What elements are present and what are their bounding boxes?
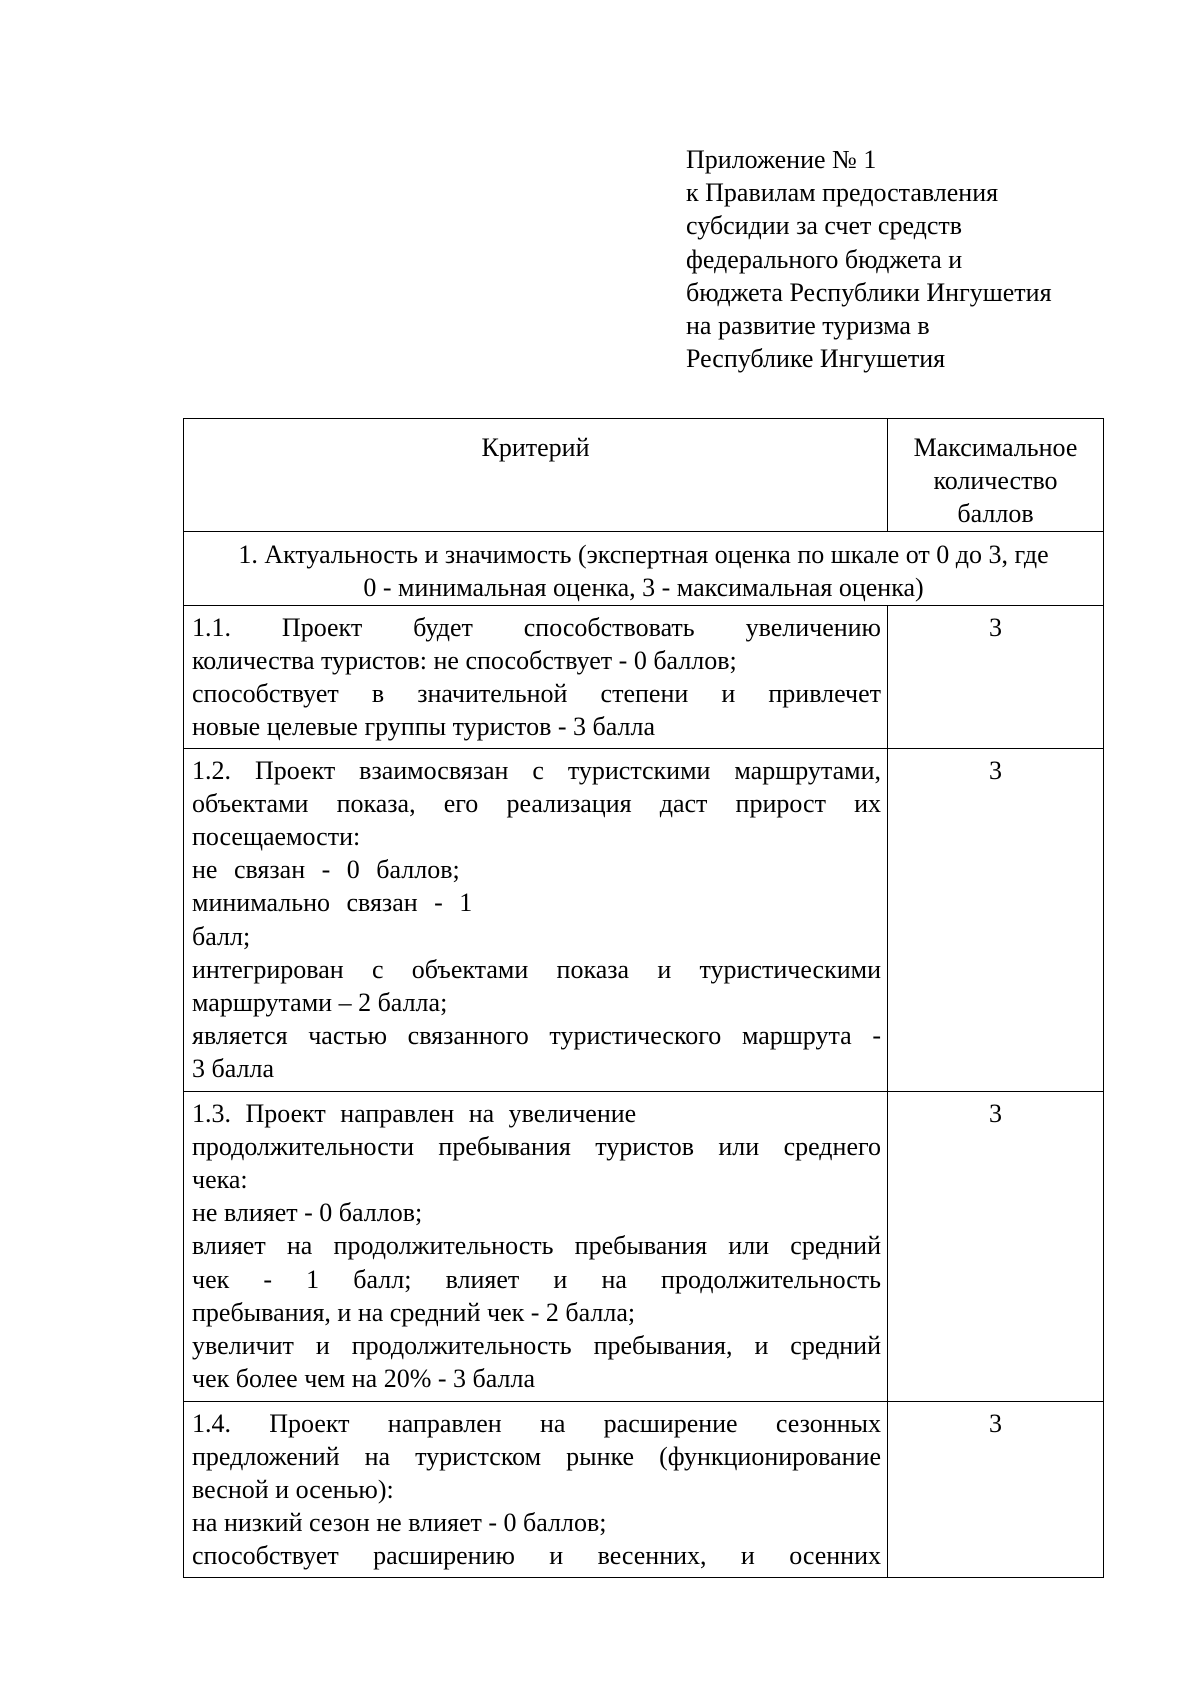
criterion-line: маршрутами – 2 балла; bbox=[192, 988, 448, 1018]
criterion-cell bbox=[184, 748, 888, 1091]
criterion-line: увеличит и продолжительность пребывания, и средний bbox=[192, 1331, 881, 1361]
score-cell: 3 bbox=[888, 605, 1104, 748]
appendix-line: на развитие туризма в bbox=[686, 311, 930, 341]
score-cell: 3 bbox=[888, 748, 1104, 1091]
criterion-line: чека: bbox=[192, 1165, 248, 1195]
criterion-line: чек более чем на 20% - 3 балла bbox=[192, 1364, 536, 1394]
criterion-line: 1.4. Проект направлен на расширение сезонных bbox=[192, 1408, 881, 1438]
table-row bbox=[184, 1401, 1104, 1577]
criterion-line: способствует в значительной степени и привлечет bbox=[192, 679, 881, 709]
header-max-score-line: Максимальное bbox=[913, 433, 1078, 462]
criterion-line: 1.1. Проект будет способствовать увеличению bbox=[192, 612, 881, 642]
criterion-line: предложений на туристском рынке (функционирование bbox=[192, 1441, 881, 1471]
criterion-line: на низкий сезон не влияет - 0 баллов; bbox=[192, 1508, 607, 1538]
criterion-line: посещаемости: bbox=[192, 822, 361, 852]
appendix-line: бюджета Республики Ингушетия bbox=[686, 277, 1052, 307]
criterion-line: чек - 1 балл; влияет и на продолжительность bbox=[192, 1264, 881, 1294]
criterion-cell bbox=[184, 605, 888, 748]
criterion-line: продолжительности пребывания туристов или среднего bbox=[192, 1131, 881, 1161]
criterion-line: 1.2. Проект взаимосвязан с туристскими маршрутами, bbox=[192, 755, 881, 785]
criterion-line: интегрирован с объектами показа и туристическими bbox=[192, 954, 881, 984]
criterion-line: балл; bbox=[192, 921, 251, 951]
criterion-line: 3 балла bbox=[192, 1054, 274, 1084]
criterion-line: пребывания, и на средний чек - 2 балла; bbox=[192, 1297, 636, 1327]
criterion-line: количества туристов: не способствует - 0 баллов; bbox=[192, 645, 737, 675]
criteria-table bbox=[183, 418, 1104, 1578]
header-max-score-line: количество bbox=[933, 466, 1058, 496]
appendix-line: федерального бюджета и bbox=[686, 244, 963, 274]
score-cell: 3 bbox=[888, 1091, 1104, 1401]
appendix-line: Приложение № 1 bbox=[686, 145, 877, 174]
criterion-line: объектами показа, его реализация даст прирост их bbox=[192, 788, 881, 818]
criterion-line: минимально связан - 1 bbox=[192, 888, 473, 918]
appendix-line: Республике Ингушетия bbox=[686, 344, 946, 374]
criterion-cell bbox=[184, 1091, 888, 1401]
header-max-score-line: баллов bbox=[957, 499, 1034, 529]
appendix-heading bbox=[686, 143, 1126, 375]
appendix-line: субсидии за счет средств bbox=[686, 211, 963, 241]
criterion-line: является частью связанного туристического маршрута - bbox=[192, 1021, 881, 1051]
appendix-line: к Правилам предоставления bbox=[686, 178, 999, 208]
table-row bbox=[184, 748, 1104, 1091]
criterion-line: весной и осенью): bbox=[192, 1475, 394, 1505]
header-max-score bbox=[888, 419, 1104, 532]
criterion-cell bbox=[184, 1401, 888, 1577]
table-header-row bbox=[184, 419, 1104, 532]
criterion-line: 1.3. Проект направлен на увеличение bbox=[192, 1098, 637, 1128]
section-title-line: 1. Актуальность и значимость (экспертная оценка по шкале от 0 до 3, где bbox=[238, 539, 1049, 569]
section-title bbox=[184, 531, 1104, 605]
criterion-line: новые целевые группы туристов - 3 балла bbox=[192, 712, 655, 742]
score-cell: 3 bbox=[888, 1401, 1104, 1577]
table-row bbox=[184, 605, 1104, 748]
criterion-line: влияет на продолжительность пребывания или средний bbox=[192, 1231, 881, 1261]
header-criterion: Критерий bbox=[184, 419, 888, 532]
section-row bbox=[184, 531, 1104, 605]
section-title-line: 0 - минимальная оценка, 3 - максимальная оценка) bbox=[363, 572, 924, 602]
table-row bbox=[184, 1091, 1104, 1401]
criterion-line: не влияет - 0 баллов; bbox=[192, 1198, 423, 1228]
criterion-line: не связан - 0 баллов; bbox=[192, 855, 460, 885]
criterion-line: способствует расширению и весенних, и осенних bbox=[192, 1541, 881, 1571]
